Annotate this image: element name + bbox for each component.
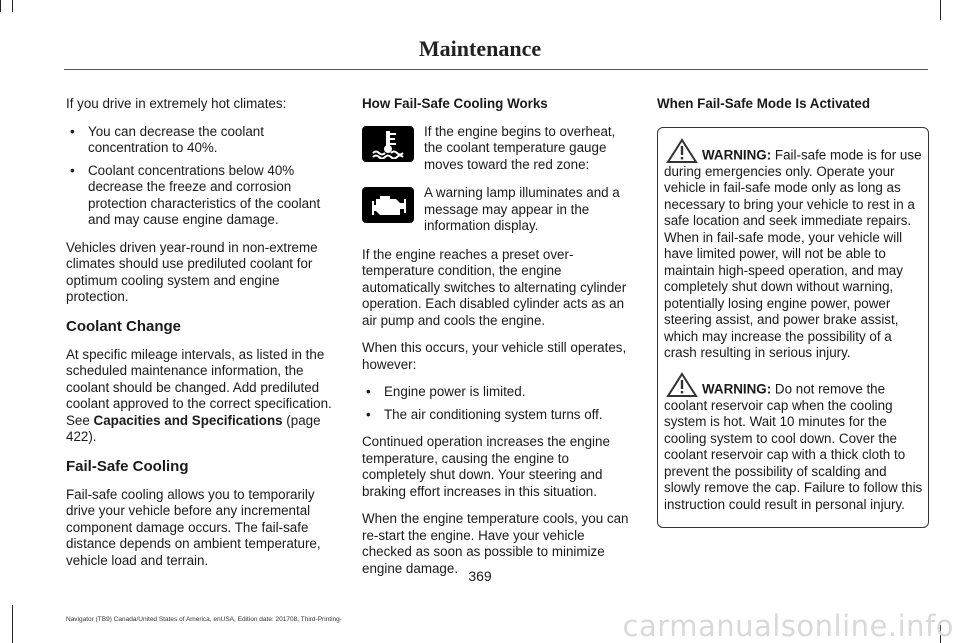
crop-mark [0,0,1,12]
prediluted-paragraph: Vehicles driven year-round in non-extreme climates should use prediluted coolant for optimum cooling system and engine protection. [66,239,318,304]
warning-label: WARNING: [702,381,772,396]
how-failsafe-heading: How Fail-Safe Cooling Works [362,96,548,111]
failsafe-paragraph: Fail-safe cooling allows you to temporarily drive your vehicle before any incremental component damage occurs. The fail-safe distance depends on ambient temperature, vehicle load and terrain. [66,486,321,568]
still-operates-paragraph: When this occurs, your vehicle still operates, however: [362,340,627,372]
restart-paragraph: When the engine temperature cools, you can re-start the engine. Have your vehicle checked as soon as possible to minimize engine damage. [362,511,629,576]
coolant-change-paragraph [66,347,338,446]
warning-text: Fail-safe mode is for use during emergencies only. Operate your vehicle in fail-safe mode only as long as necessary to bring your vehicle to rest in a safe location and seek immediate repairs. When in fail-safe mode, your vehicle will have limited power, will not be able to maintain high-speed operation, and may completely shut down without warning, potentially losing engine power, power steering assist, and power brake assist, which may increase the possibility of a crash resulting in serious injury. [664,147,922,360]
icon-row [362,124,634,174]
crop-mark [940,0,941,20]
watermark: carmanualsonline.info [622,609,954,643]
continued-operation-paragraph: Continued operation increases the engine temperature, causing the engine to completely shut down. Your steering and braking effort increases in this situation. [362,434,610,499]
warning-box [657,127,929,529]
crop-mark [12,0,13,12]
warning-text: Do not remove the coolant reservoir cap when the cooling system is hot. Wait 10 minutes for the cooling system to cool down. Cover the coolant reservoir cap with a thick cloth to prevent the possibility of scalding and slowly remove the cap. Failure to follow this instruction could result in personal injury. [664,381,923,512]
icon-row [362,185,634,235]
warning-paragraph [664,138,924,362]
coolant-temperature-icon [362,126,414,162]
list-item: • You can decrease the coolant concentration to 40%. [66,124,338,157]
warning-label: WARNING: [702,147,772,162]
warning-triangle-icon [666,372,698,398]
when-activated-heading: When Fail-Safe Mode Is Activated [657,96,871,111]
coolant-temperature-text: If the engine begins to overheat, the coolant temperature gauge moves toward the red zone: [424,123,616,172]
over-temp-paragraph: If the engine reaches a preset over-temperature condition, the engine automatically switches to alternating cylinder operation. Each disabled cylinder acts as an air pump and cools the engine. [362,246,627,328]
warning-paragraph [664,372,924,514]
hot-climate-list [66,124,338,229]
limited-list [362,384,634,423]
page-number: 369 [468,568,492,584]
coolant-change-tail: (page 422). [66,412,321,444]
coolant-change-heading: Coolant Change [66,317,181,335]
crop-mark [12,605,13,643]
page-title: Maintenance [418,36,542,61]
check-engine-icon [362,187,414,223]
column-right [657,96,929,528]
column-middle [362,96,634,588]
footer-edition: Navigator (TB9) Canada/United States of America, enUSA, Edition date: 201708, Third-Printing- [66,616,342,623]
list-item: • The air conditioning system turns off. [362,407,634,424]
column-left [66,96,338,580]
list-item: • Coolant concentrations below 40% decrease the freeze and corrosion protection characteristics of the coolant and may cause engine damage. [66,163,338,229]
failsafe-heading: Fail-Safe Cooling [66,457,189,475]
capacities-link[interactable]: Capacities and Specifications [93,412,283,428]
check-engine-text: A warning lamp illuminates and a message may appear in the information display. [424,185,620,233]
coolant-change-text: At specific mileage intervals, as listed in the scheduled maintenance information, the coolant should be changed. Add prediluted coolant approved to the correct specification. See [66,346,332,428]
header-divider [64,69,928,70]
list-item: • Engine power is limited. [362,384,634,401]
hot-climate-intro: If you drive in extremely hot climates: [66,96,287,111]
warning-triangle-icon [666,138,698,164]
